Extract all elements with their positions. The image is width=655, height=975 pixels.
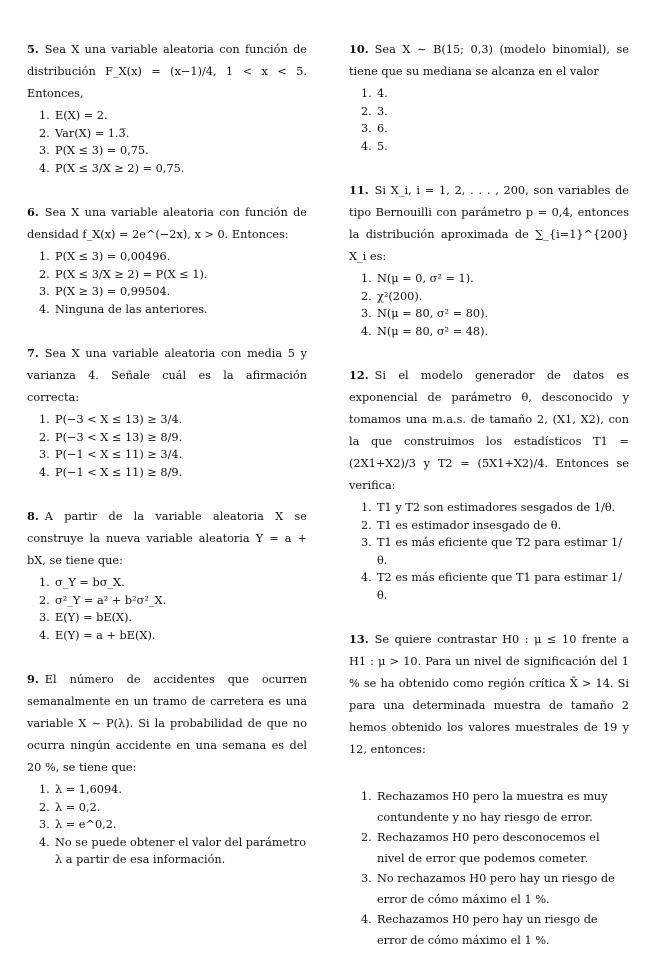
option-2: 2. T1 es estimador insesgado de θ. [361,518,562,532]
option-2: 2. 3. [361,104,388,118]
question-stem: Si X_i, i = 1, 2, . . . , 200, son variables de tipo Bernouilli con parámetro p = 0,4, entonces la distribución aproximada de ∑_{i=1}^{200} X_i es: [349,184,629,263]
option-2: 2. λ = 0,2. [39,800,101,814]
option-3: 3. P(X ≥ 3) = 0,99504. [39,285,171,298]
option-4: 4. Rechazamos H0 pero hay un riesgo de error de cómo máximo el 1 %. [361,913,598,947]
option-2: 2. P(−3 < X ≤ 13) ≥ 8/9. [39,430,183,444]
option-2: 2. P(X ≤ 3/X ≥ 2) = P(X ≤ 1). [39,267,208,281]
option-4: 4. N(μ = 80, σ² = 48). [361,324,489,338]
option-2: 2. χ²(200). [361,289,423,303]
spacer [349,763,629,787]
option-3: 3. N(μ = 80, σ² = 80). [361,307,489,320]
option-1: 1. E(X) = 2. [39,109,108,122]
option-4: 4. E(Y) = a + bE(X). [39,628,156,642]
left-column [27,38,307,893]
option-2: 2. Rechazamos H0 pero desconocemos el nivel de error que podemos cometer. [361,831,600,865]
option-2: 2. σ²_Y = a² + b²σ²_X. [39,593,167,607]
option-3: 3. λ = e^0,2. [39,818,117,831]
option-4: 4. T2 es más eficiente que T1 para estimar 1/θ. [361,571,623,602]
option-1: 1. T1 y T2 son estimadores sesgados de 1/θ. [361,501,616,514]
option-4: 4. P(−1 < X ≤ 11) ≥ 8/9. [39,465,183,479]
option-1: 1. λ = 1,6094. [39,783,122,796]
question-10 [349,38,629,155]
option-3: 3. T1 es más eficiente que T2 para estimar 1/θ. [361,536,623,567]
option-3: 3. E(Y) = bE(X). [39,611,133,624]
option-4: 4. Ninguna de las anteriores. [39,302,208,316]
question-stem: Se quiere contrastar H0 : μ ≤ 10 frente a H1 : μ > 10. Para un nivel de significación del 1 % se ha obtenido como región crítica X̄ > 14. Si para una determinada muestra de tamaño 2 hemos obtenido los valores muestrales de 19 y 12, entonces: [349,633,629,756]
question-number: 7. [27,346,39,360]
question-stem: Sea X ∼ B(15; 0,3) (modelo binomial), se tiene que su mediana se alcanza en el valor [349,43,629,78]
option-4: 4. No se puede obtener el valor del parámetro λ a partir de esa información. [39,835,307,866]
question-8 [27,505,307,644]
right-column [349,38,629,975]
question-number: 11. [349,183,369,197]
question-stem: A partir de la variable aleatoria X se construye la nueva variable aleatoria Y = a + bX, se tiene que: [27,510,307,567]
question-7 [27,342,307,481]
option-1: 1. N(μ = 0, σ² = 1). [361,272,474,285]
option-4: 4. P(X ≤ 3/X ≥ 2) = 0,75. [39,161,185,175]
question-11 [349,179,629,340]
option-1: 1. Rechazamos H0 pero la muestra es muy contundente y no hay riesgo de error. [361,790,608,824]
option-1: 1. σ_Y = bσ_X. [39,576,125,589]
question-number: 5. [27,42,39,56]
option-1: 1. P(X ≤ 3) = 0,00496. [39,250,171,263]
option-3: 3. No rechazamos H0 pero hay un riesgo de error de cómo máximo el 1 %. [361,872,615,906]
question-12 [349,364,629,604]
question-stem: Sea X una variable aleatoria con función de densidad f_X(x) = 2e^(−2x), x > 0. Entonces: [27,206,307,241]
option-3: 3. 6. [361,122,388,135]
question-number: 6. [27,205,39,219]
question-stem: Si el modelo generador de datos es exponencial de parámetro θ, desconocido y tomamos una m.a.s. de tamaño 2, (X1, X2), con la que construimos los estadísticos T1 = (2X1+X2)/3 y T2 = (5X1+X2)/4. Entonces se verifica: [349,369,629,492]
question-number: 13. [349,632,369,646]
option-1: 1. P(−3 < X ≤ 13) ≥ 3/4. [39,413,183,426]
question-stem: Sea X una variable aleatoria con media 5 y varianza 4. Señale cuál es la afirmación correcta: [27,347,307,404]
question-9 [27,668,307,869]
option-2: 2. Var(X) = 1.3̅. [39,126,130,140]
question-number: 9. [27,672,39,686]
question-13 [349,628,629,951]
question-number: 10. [349,42,369,56]
option-3: 3. P(−1 < X ≤ 11) ≥ 3/4. [39,448,183,461]
question-6 [27,201,307,318]
question-5 [27,38,307,177]
option-3: 3. P(X ≤ 3) = 0,75. [39,144,149,157]
question-number: 8. [27,509,39,523]
question-stem: El número de accidentes que ocurren semanalmente en un tramo de carretera es una variable X ∼ P(λ). Si la probabilidad de que no ocurra ningún accidente en una semana es del 20 %, se tiene que: [27,673,307,774]
question-number: 12. [349,368,369,382]
option-1: 1. 4. [361,87,388,100]
option-4: 4. 5. [361,139,388,153]
question-stem: Sea X una variable aleatoria con función de distribución F_X(x) = (x−1)/4, 1 < x < 5. Entonces, [27,43,307,100]
